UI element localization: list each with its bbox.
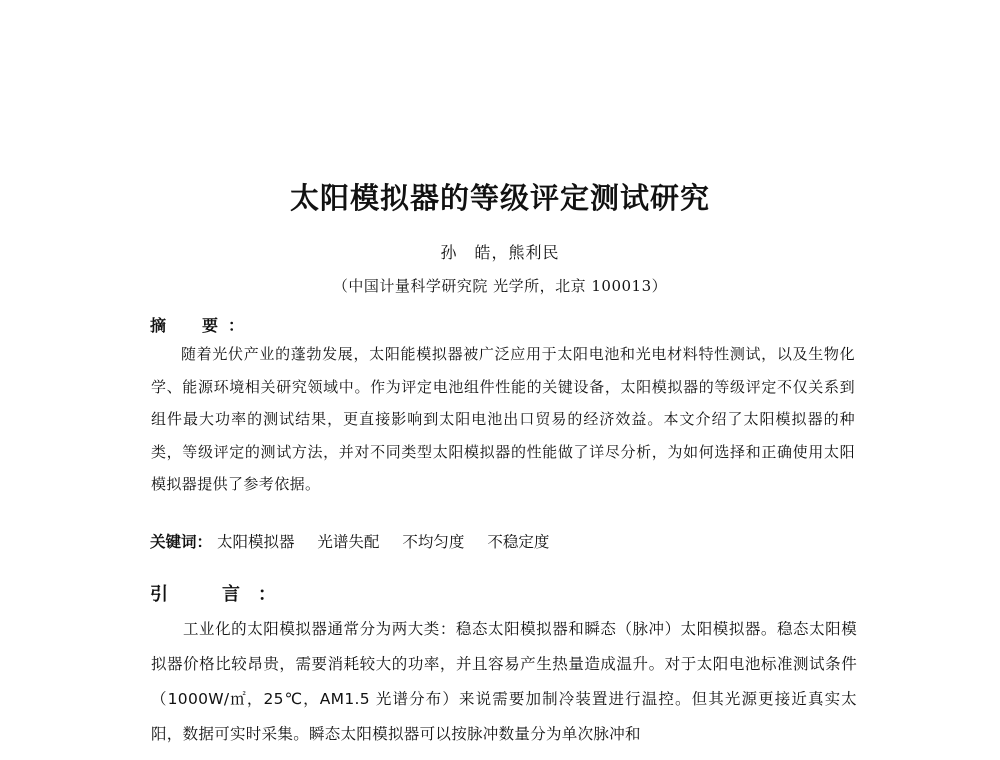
keyword-item: 不稳定度: [487, 533, 550, 551]
paper-authors: 孙 皓，熊利民: [440, 243, 560, 262]
keywords-line: [150, 530, 567, 552]
paper-affiliation: （中国计量科学研究院 光学所，北京 100013）: [332, 277, 668, 295]
intro-paragraph: 工业化的太阳模拟器通常分为两大类：稳态太阳模拟器和瞬态（脉冲）太阳模拟器。稳态太阳模拟器价格比较昂贵，需要消耗较大的功率，并且容易产生热量造成温升。对于太阳电池标准测试条件（1000W/㎡，25℃，AM1.5 光谱分布）来说需要加制冷装置进行温控。但其光源更接近真实太阳，数据可实时采集。瞬态太阳模拟器可以按脉冲数量分为单次脉冲和: [151, 620, 857, 743]
keyword-item: 太阳模拟器: [216, 533, 295, 551]
intro-heading: 引 言：: [150, 584, 294, 605]
keyword-item: 光谱失配: [317, 533, 380, 551]
keyword-item: 不均匀度: [402, 533, 465, 551]
abstract-body: 随着光伏产业的蓬勃发展，太阳能模拟器被广泛应用于太阳电池和光电材料特性测试，以及生物化学、能源环境相关研究领域中。作为评定电池组件性能的关键设备，太阳模拟器的等级评定不仅关系到组件最大功率的测试结果，更直接影响到太阳电池出口贸易的经济效益。本文介绍了太阳模拟器的种类，等级评定的测试方法，并对不同类型太阳模拟器的性能做了详尽分析，为如何选择和正确使用太阳模拟器提供了参考依据。: [151, 345, 855, 493]
abstract-label: 摘 要：: [150, 316, 255, 335]
paper-title: 太阳模拟器的等级评定测试研究: [289, 181, 710, 215]
keywords-label: 关键词：: [150, 532, 213, 551]
